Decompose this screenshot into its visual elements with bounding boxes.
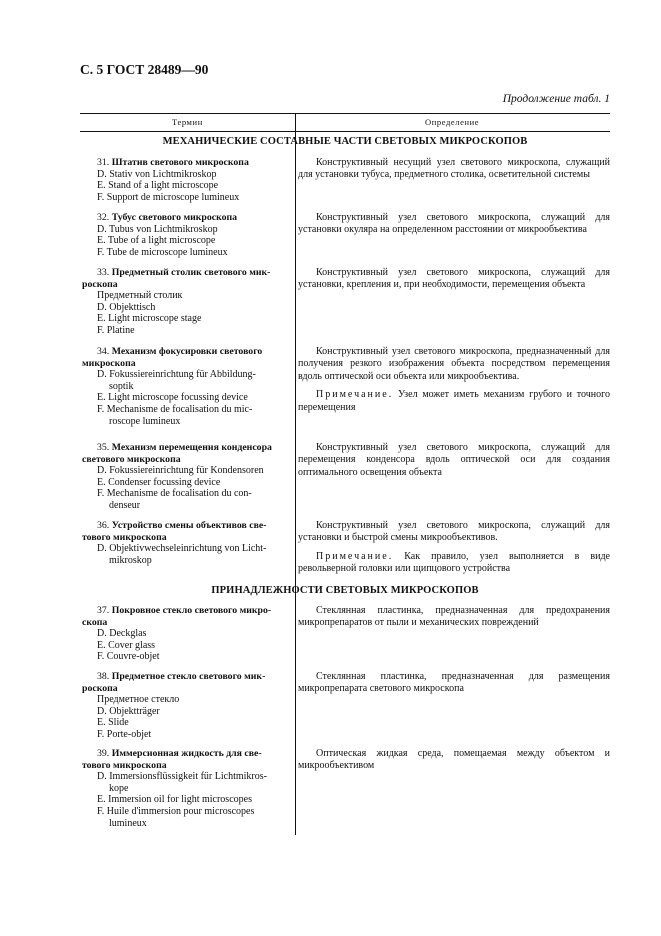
term-translation-en: E. Slide bbox=[97, 717, 129, 729]
term-title-cont: роскопа bbox=[82, 278, 118, 290]
definition-34 bbox=[298, 346, 610, 414]
term-title-cont: тового микроскопа bbox=[82, 531, 167, 543]
term-translation-de: D. Fokussiereinrichtung für Kondensoren bbox=[97, 465, 264, 477]
term-name bbox=[82, 442, 292, 454]
term-synonym: Предметный столик bbox=[97, 290, 183, 302]
term-translation-fr: F. Support de microscope lumineux bbox=[97, 191, 240, 203]
term-title: Тубус светового микроскопа bbox=[111, 212, 238, 223]
term-title-cont: роскопа bbox=[82, 682, 118, 694]
term-translation-fr-cont: denseur bbox=[109, 499, 141, 511]
term-translation-de-cont: soptik bbox=[109, 380, 134, 392]
term-number: 36. bbox=[97, 520, 110, 531]
definition-35 bbox=[298, 442, 610, 479]
term-title: Механизм перемещения конденсора bbox=[111, 442, 272, 453]
term-translation-fr: F. Porte-objet bbox=[97, 728, 152, 740]
definition-text: Конструктивный несущий узел светового микроскопа, служащий для установки тубуса, предметного столика, осветительной системы bbox=[298, 157, 610, 181]
definition-37 bbox=[298, 605, 610, 630]
term-title: Устройство смены объективов све- bbox=[111, 520, 267, 531]
term-translation-en: E. Tube of a light microscope bbox=[97, 235, 216, 247]
term-number: 32. bbox=[97, 212, 110, 223]
note-text: Как правило, узел выполняется в виде револьверной головки или щипцового устройства bbox=[298, 550, 610, 575]
term-number: 38. bbox=[97, 671, 110, 682]
term-name bbox=[82, 157, 292, 169]
definition-text: Конструктивный узел светового микроскопа, предназначенный для получения резкого изображения объекта посредством перемещения вдоль оптической оси объекта или микрообъектива. bbox=[298, 346, 610, 382]
definition-31 bbox=[298, 157, 610, 182]
term-title: Механизм фокусировки светового bbox=[111, 346, 263, 357]
table-top-rule bbox=[80, 113, 610, 114]
term-translation-en: E. Immersion oil for light microscopes bbox=[97, 794, 252, 806]
term-38 bbox=[82, 671, 292, 741]
term-title: Предметное стекло светового мик- bbox=[111, 671, 266, 682]
table-header-rule bbox=[80, 131, 610, 132]
term-translation-fr-cont: lumineux bbox=[109, 817, 147, 829]
definition-text: Стеклянная пластинка, предназначенная для предохранения микропрепаратов от пыли и механических повреждений bbox=[298, 605, 610, 629]
term-number: 37. bbox=[97, 605, 110, 616]
term-translation-fr: F. Mechanisme de focalisation du con- bbox=[97, 488, 252, 500]
term-title-cont: светового микроскопа bbox=[82, 453, 181, 465]
term-37 bbox=[82, 605, 292, 663]
term-translation-de: D. Fokussiereinrichtung für Abbildung- bbox=[97, 369, 256, 381]
term-title: Покровное стекло светового микро- bbox=[111, 605, 272, 616]
definition-text: Оптическая жидкая среда, помещаемая между объектом и микрообъективом bbox=[298, 748, 610, 772]
term-translation-fr: F. Mechanisme de focalisation du mic- bbox=[97, 403, 253, 415]
term-39 bbox=[82, 748, 292, 829]
term-translation-de: D. Objektivwechseleinrichtung von Licht- bbox=[97, 543, 267, 555]
definition-33 bbox=[298, 267, 610, 292]
column-header-definition: Определение bbox=[425, 117, 480, 127]
term-name bbox=[82, 520, 292, 532]
table-continuation-note: Продолжение табл. 1 bbox=[502, 93, 610, 105]
term-number: 35. bbox=[97, 442, 110, 453]
term-translation-en: E. Stand of a light microscope bbox=[97, 180, 219, 192]
section-heading-accessories: ПРИНАДЛЕЖНОСТИ СВЕТОВЫХ МИКРОСКОПОВ bbox=[211, 585, 479, 596]
definition-text: Конструктивный узел светового микроскопа, служащий для установки окуляра на определенном расстоянии от микрообъектива bbox=[298, 212, 610, 236]
term-translation-en: E. Light microscope stage bbox=[97, 313, 202, 325]
term-translation-fr: F. Couvre-objet bbox=[97, 651, 160, 663]
term-name bbox=[82, 346, 292, 358]
term-translation-de-cont: kope bbox=[109, 782, 129, 794]
term-synonym: Предметное стекло bbox=[97, 694, 180, 706]
definition-36 bbox=[298, 520, 610, 576]
term-name bbox=[82, 748, 292, 760]
term-number: 39. bbox=[97, 748, 110, 759]
definition-text: Стеклянная пластинка, предназначенная для размещения микропрепарата светового микроскопа bbox=[298, 671, 610, 695]
term-title: Штатив светового микроскопа bbox=[111, 157, 249, 168]
definition-text: Конструктивный узел светового микроскопа, служащий для установки и быстрой смены микрообъективов. bbox=[298, 520, 610, 544]
term-number: 31. bbox=[97, 157, 110, 168]
term-34 bbox=[82, 346, 292, 427]
term-title-cont: скопа bbox=[82, 616, 108, 628]
term-36 bbox=[82, 520, 292, 566]
term-translation-de: D. Objektträger bbox=[97, 705, 160, 717]
definition-note bbox=[298, 551, 610, 576]
term-name bbox=[82, 267, 292, 279]
term-translation-fr: F. Huile d'immersion pour microscopes bbox=[97, 805, 255, 817]
term-translation-de-cont: mikroskop bbox=[109, 554, 152, 566]
term-33 bbox=[82, 267, 292, 337]
column-header-terms: Термин bbox=[172, 117, 203, 127]
term-32 bbox=[82, 212, 292, 258]
term-title: Предметный столик светового мик- bbox=[111, 267, 271, 278]
term-title-cont: тового микроскопа bbox=[82, 759, 167, 771]
note-label: Примечание. bbox=[316, 550, 394, 562]
term-translation-de: D. Deckglas bbox=[97, 628, 147, 640]
note-label: Примечание. bbox=[316, 389, 394, 401]
page-reference: С. 5 ГОСТ 28489—90 bbox=[80, 62, 209, 77]
definition-38 bbox=[298, 671, 610, 696]
definition-39 bbox=[298, 748, 610, 773]
note-text: Узел может иметь механизм грубого и точного перемещения bbox=[298, 389, 611, 413]
section-heading-mechanical: МЕХАНИЧЕСКИЕ СОСТАВНЫЕ ЧАСТИ СВЕТОВЫХ МИКРОСКОПОВ bbox=[162, 136, 528, 147]
term-translation-fr: F. Tube de microscope lumineux bbox=[97, 246, 228, 258]
term-translation-en: E. Condenser focussing device bbox=[97, 476, 221, 488]
term-translation-de: D. Tubus von Lichtmikroskop bbox=[97, 223, 218, 235]
term-35 bbox=[82, 442, 292, 512]
term-translation-de: D. Objekttisch bbox=[97, 301, 156, 313]
term-translation-en: E. Cover glass bbox=[97, 639, 156, 651]
term-name bbox=[82, 212, 292, 224]
term-translation-de: D. Immersionsflüssigkeit für Lichtmikros- bbox=[97, 771, 267, 783]
definition-note bbox=[298, 389, 610, 414]
term-translation-en: E. Light microscope focussing device bbox=[97, 392, 248, 404]
term-31 bbox=[82, 157, 292, 203]
term-translation-fr-cont: roscope lumineux bbox=[109, 415, 181, 427]
term-translation-fr: F. Platine bbox=[97, 324, 135, 336]
term-number: 34. bbox=[97, 346, 110, 357]
term-name bbox=[82, 605, 292, 617]
definition-text: Конструктивный узел светового микроскопа, служащий для перемещения конденсора вдоль оптической оси для создания оптимального освещения объекта bbox=[298, 442, 610, 478]
term-translation-de: D. Stativ von Lichtmikroskop bbox=[97, 168, 217, 180]
definition-32 bbox=[298, 212, 610, 237]
column-divider bbox=[295, 113, 296, 835]
term-title-cont: микроскопа bbox=[82, 357, 136, 369]
term-title: Иммерсионная жидкость для све- bbox=[111, 748, 262, 759]
definition-text: Конструктивный узел светового микроскопа, служащий для установки, крепления и, при необходимости, перемещения объекта bbox=[298, 267, 610, 291]
term-name bbox=[82, 671, 292, 683]
term-number: 33. bbox=[97, 267, 110, 278]
